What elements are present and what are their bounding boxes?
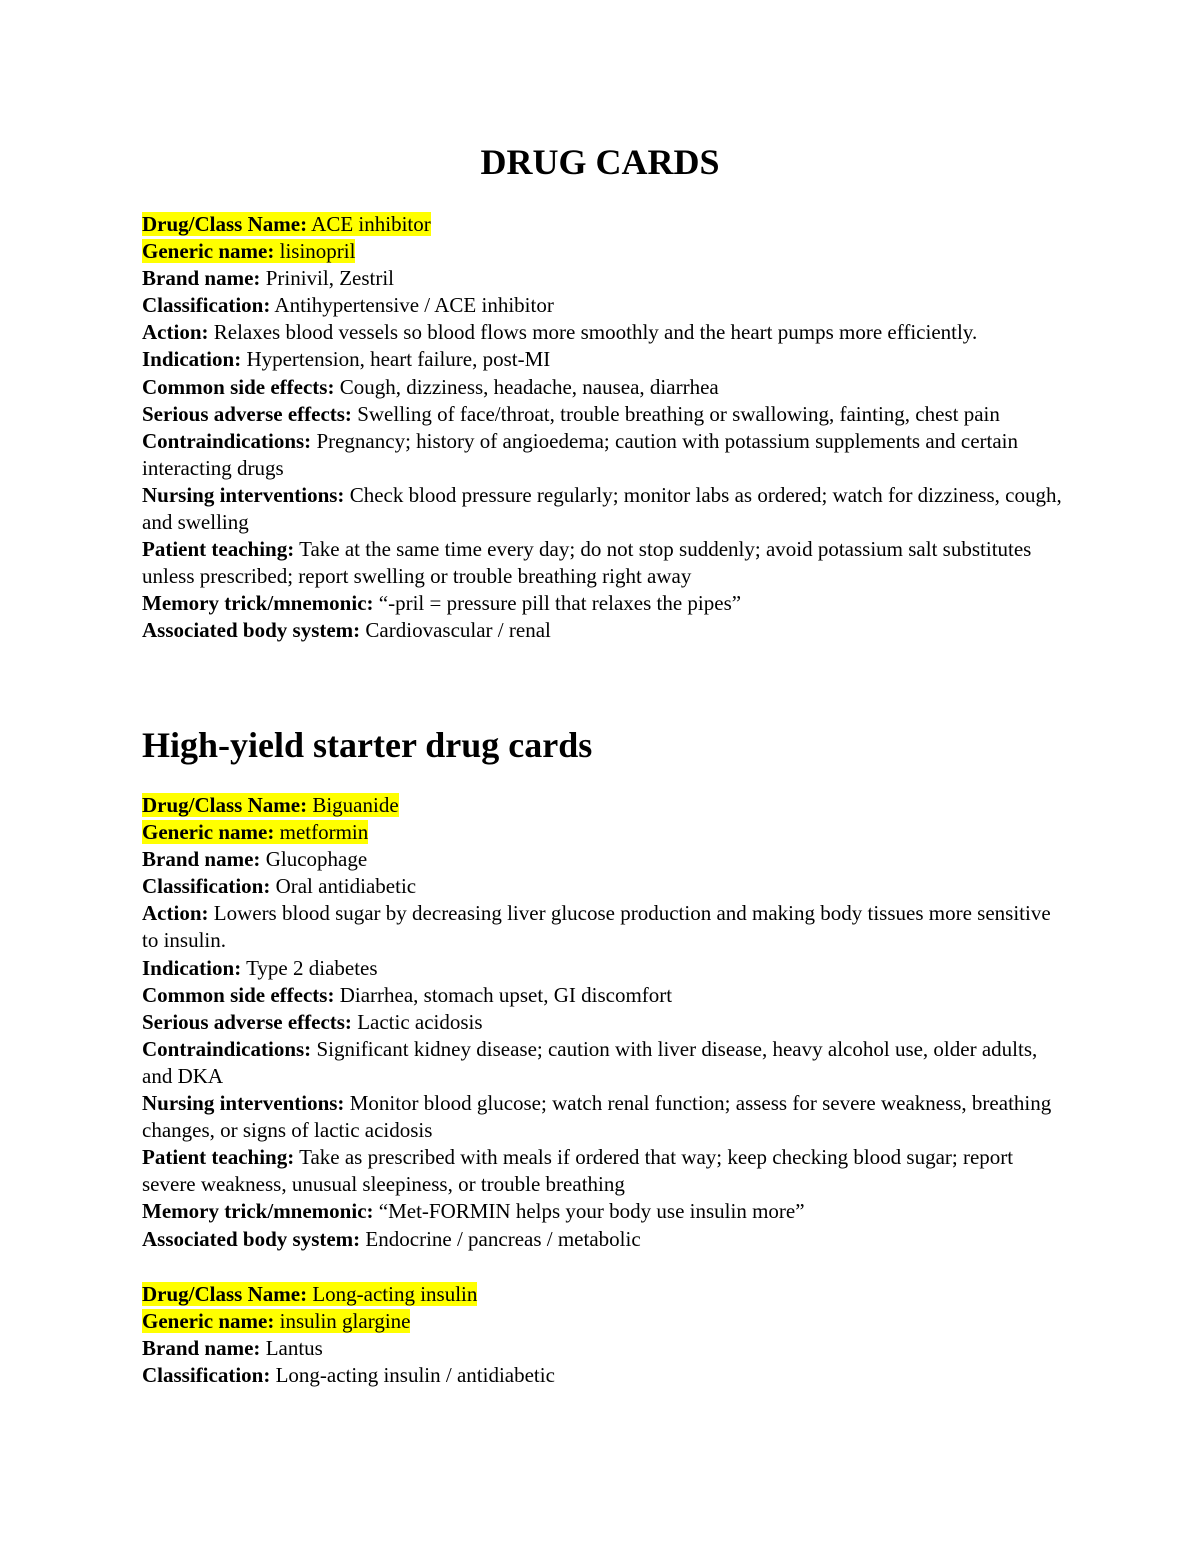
field-value: Lactic acidosis: [357, 1009, 483, 1034]
mnemonic-field: [142, 1198, 1062, 1225]
common-side-effects-field: [142, 982, 1062, 1009]
field-label: Indication:: [142, 347, 242, 372]
field-label: Brand name:: [142, 266, 261, 291]
drug-class-field: [142, 792, 1062, 819]
field-label: Memory trick/mnemonic:: [142, 1199, 374, 1224]
field-value: lisinopril: [279, 239, 356, 264]
document-title: DRUG CARDS: [480, 142, 720, 182]
field-label: Serious adverse effects:: [142, 401, 352, 426]
highlighted-line: [142, 239, 355, 263]
field-value: Type 2 diabetes: [246, 955, 378, 980]
field-label: Nursing interventions:: [142, 482, 345, 507]
classification-field: [142, 873, 1062, 900]
field-value: ACE inhibitor: [311, 212, 431, 236]
field-value: Lowers blood sugar by decreasing liver glucose production and making body tissues more sensitive to insulin.: [142, 901, 1051, 953]
field-value: Prinivil, Zestril: [265, 266, 395, 291]
field-label: Associated body system:: [142, 618, 361, 643]
indication-field: [142, 346, 1062, 373]
mnemonic-field: [142, 590, 1062, 617]
generic-name-field: [142, 238, 1062, 265]
field-value: metformin: [279, 820, 369, 845]
field-label: Nursing interventions:: [142, 1091, 345, 1116]
generic-name-field: [142, 1308, 1062, 1335]
field-value: “Met-FORMIN helps your body use insulin more”: [378, 1199, 805, 1224]
contraindications-field: [142, 1036, 1062, 1090]
field-value: Endocrine / pancreas / metabolic: [365, 1226, 641, 1251]
field-value: Take at the same time every day; do not stop suddenly; avoid potassium salt substitutes unless prescribed; report swelling or trouble breathing right away: [142, 537, 1032, 589]
field-value: Swelling of face/throat, trouble breathing or swallowing, fainting, chest pain: [357, 401, 1000, 426]
nursing-interventions-field: [142, 1090, 1062, 1144]
highlighted-line: [142, 793, 399, 817]
generic-name-field: [142, 819, 1062, 846]
field-label: Serious adverse effects:: [142, 1009, 352, 1034]
serious-adverse-effects-field: [142, 401, 1062, 428]
field-label: Common side effects:: [142, 374, 335, 399]
drug-class-field: [142, 1281, 1062, 1308]
field-value: Glucophage: [265, 847, 368, 872]
field-value: Cough, dizziness, headache, nausea, diarrhea: [339, 374, 719, 399]
field-value: Pregnancy; history of angioedema; caution with potassium supplements and certain interacting drugs: [142, 428, 1019, 480]
patient-teaching-field: [142, 536, 1062, 590]
field-value: Monitor blood glucose; watch renal function; assess for severe weakness, breathing changes, or signs of lactic acidosis: [142, 1091, 1052, 1143]
field-label: Common side effects:: [142, 982, 335, 1007]
classification-field: [142, 292, 1062, 319]
nursing-interventions-field: [142, 482, 1062, 536]
field-value: Diarrhea, stomach upset, GI discomfort: [339, 982, 673, 1007]
field-label: Generic name:: [142, 1309, 275, 1334]
field-value: Long-acting insulin: [312, 1282, 478, 1306]
highlighted-line: [142, 1309, 410, 1333]
field-value: Take as prescribed with meals if ordered that way; keep checking blood sugar; report severe weakness, unusual sleepiness, or trouble breathing: [142, 1145, 1014, 1197]
field-label: Classification:: [142, 874, 271, 899]
indication-field: [142, 955, 1062, 982]
field-label: Patient teaching:: [142, 1145, 295, 1170]
field-label: Contraindications:: [142, 428, 312, 453]
field-label: Contraindications:: [142, 1036, 312, 1061]
field-value: Biguanide: [312, 793, 399, 817]
field-label: Drug/Class Name:: [142, 793, 308, 817]
drug-class-field: [142, 211, 1062, 238]
field-value: Antihypertensive / ACE inhibitor: [274, 293, 554, 318]
brand-name-field: [142, 846, 1062, 873]
field-label: Generic name:: [142, 820, 275, 845]
drug-card-insulin-glargine: [142, 1281, 1062, 1389]
field-label: Drug/Class Name:: [142, 1282, 308, 1306]
field-label: Associated body system:: [142, 1226, 361, 1251]
field-label: Brand name:: [142, 1336, 261, 1361]
brand-name-field: [142, 1335, 1062, 1362]
field-value: Relaxes blood vessels so blood flows more smoothly and the heart pumps more efficiently.: [213, 320, 978, 345]
classification-field: [142, 1362, 1062, 1389]
drug-card-metformin: [142, 792, 1062, 1253]
highlighted-line: [142, 820, 368, 844]
field-label: Brand name:: [142, 847, 261, 872]
patient-teaching-field: [142, 1144, 1062, 1198]
common-side-effects-field: [142, 374, 1062, 401]
body-system-field: [142, 1226, 1062, 1253]
section-heading: High-yield starter drug cards: [142, 725, 593, 765]
field-label: Generic name:: [142, 239, 275, 264]
field-value: Cardiovascular / renal: [365, 618, 551, 643]
field-label: Classification:: [142, 293, 271, 318]
field-label: Indication:: [142, 955, 242, 980]
field-label: Action:: [142, 320, 209, 345]
highlighted-line: [142, 212, 431, 236]
field-label: Drug/Class Name:: [142, 212, 308, 236]
field-value: Significant kidney disease; caution with liver disease, heavy alcohol use, older adults, and DKA: [142, 1036, 1038, 1088]
field-value: Check blood pressure regularly; monitor labs as ordered; watch for dizziness, cough, and swelling: [142, 482, 1062, 535]
field-label: Patient teaching:: [142, 537, 295, 562]
field-label: Action:: [142, 901, 209, 926]
action-field: [142, 319, 1062, 346]
action-field: [142, 900, 1062, 954]
field-label: Memory trick/mnemonic:: [142, 591, 374, 616]
field-value: insulin glargine: [279, 1309, 411, 1334]
field-label: Classification:: [142, 1363, 271, 1388]
field-value: Hypertension, heart failure, post-MI: [246, 347, 551, 372]
body-system-field: [142, 617, 1062, 644]
highlighted-line: [142, 1282, 477, 1306]
drug-card-lisinopril: [142, 211, 1062, 645]
field-value: Long-acting insulin / antidiabetic: [275, 1363, 555, 1388]
field-value: Lantus: [265, 1336, 323, 1361]
field-value: “-pril = pressure pill that relaxes the pipes”: [378, 591, 742, 616]
serious-adverse-effects-field: [142, 1009, 1062, 1036]
contraindications-field: [142, 428, 1062, 482]
brand-name-field: [142, 265, 1062, 292]
field-value: Oral antidiabetic: [275, 874, 417, 899]
